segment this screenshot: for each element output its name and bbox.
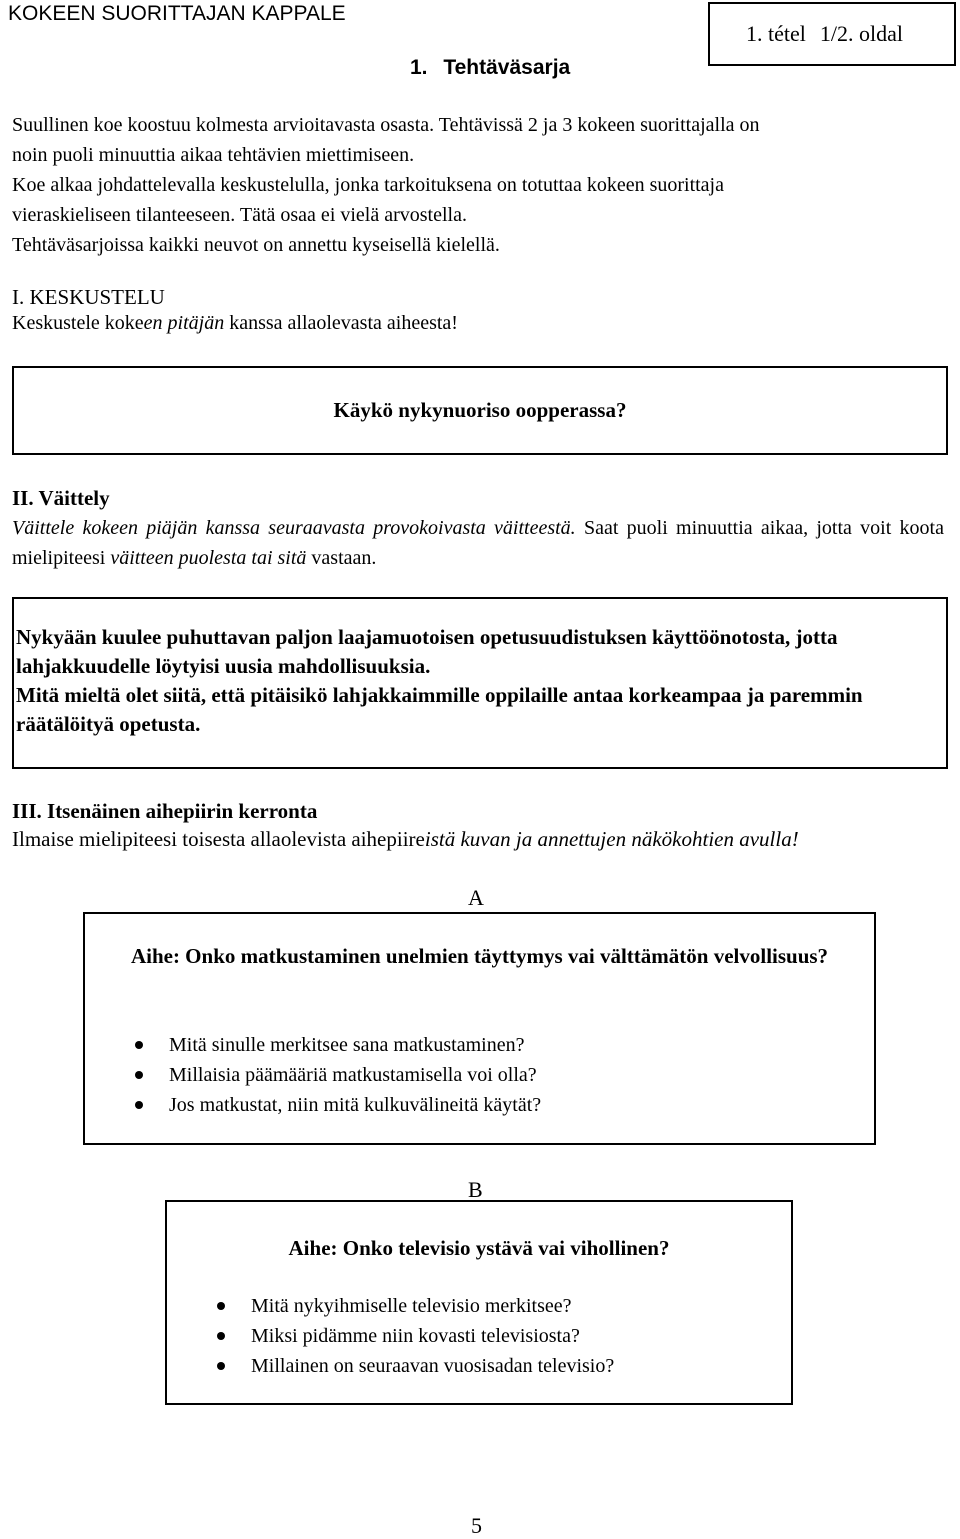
section-2-heading: II. Väittely	[12, 486, 110, 510]
bullet-text: Mitä nykyihmiselle televisio merkitsee?	[251, 1295, 572, 1317]
debate-question: Mitä mieltä olet siitä, että pitäisikö lahjakkaimmille oppilaille antaa korkeampaa ja paremmin räätälöityä opetusta.	[16, 683, 863, 736]
instruction-part-italic: istä kuvan ja annettujen näkökohtien avulla!	[424, 827, 799, 851]
topic-b-bullets	[215, 1291, 614, 1381]
debate-statement: Nykyään kuulee puhuttavan paljon laajamuotoisen opetusuudistuksen käyttöönotosta, jotta lahjakkuudelle löytyisi uusia mahdollisuuksia.	[16, 625, 838, 678]
intro-line: noin puoli minuuttia aikaa tehtävien miettimiseen.	[12, 144, 415, 166]
intro-line: vieraskieliseen tilanteeseen. Tätä osaa ei vielä arvostella.	[12, 204, 467, 226]
topic-a-bullets	[133, 1030, 541, 1120]
topic-b-box	[165, 1200, 793, 1405]
document-header: KOKEEN SUORITTAJAN KAPPALE	[8, 2, 346, 25]
page-of: 1/2. oldal	[819, 21, 903, 46]
bullet-text: Millainen on seuraavan vuosisadan televisio?	[251, 1355, 615, 1377]
intro-paragraph	[12, 110, 944, 260]
bullet-item	[215, 1321, 614, 1351]
bullet-dot-icon	[217, 1362, 225, 1370]
section-2-instruction	[12, 513, 944, 573]
instruction-part-italic: Väittele kokeen piäjän kanssa seuraavasta provokoivasta väitteestä.	[12, 517, 576, 539]
bullet-dot-icon	[135, 1101, 143, 1109]
bullet-item	[215, 1351, 614, 1381]
topic-a-box	[83, 912, 876, 1145]
section-1-heading: I. KESKUSTELU	[12, 285, 165, 309]
bullet-item	[133, 1090, 541, 1120]
bullet-dot-icon	[135, 1071, 143, 1079]
topic-b-title: Aihe: Onko televisio ystävä vai vihollinen?	[288, 1236, 670, 1260]
topic-a-title: Aihe: Onko matkustaminen unelmien täyttymys vai välttämätön velvollisuus?	[130, 944, 829, 968]
instruction-part-italic: väitteen puolesta tai sitä	[110, 547, 307, 569]
series-label: Tehtäväsarja	[443, 56, 571, 79]
topic-b-letter: B	[468, 1177, 483, 1202]
bullet-item	[215, 1291, 614, 1321]
bullet-text: Miksi pidämme niin kovasti televisiosta?	[251, 1325, 580, 1347]
instruction-part: Ilmaise mielipiteesi toisesta allaolevista aihepiire	[12, 827, 425, 851]
section-3-instruction	[12, 827, 799, 852]
instruction-part: Saat puoli minuuttia aikaa, jotta voit koota mielipiteesi	[12, 517, 944, 569]
intro-line: Tehtäväsarjoissa kaikki neuvot on annettu kyseisellä kielellä.	[12, 234, 500, 256]
instruction-part-italic: en pitäjän	[143, 312, 225, 334]
page-number: 5	[471, 1513, 482, 1538]
bullet-dot-icon	[217, 1332, 225, 1340]
series-number: 1.	[410, 56, 428, 79]
bullet-item	[133, 1060, 541, 1090]
conversation-question: Käykö nykynuoriso oopperassa?	[333, 398, 627, 422]
section-1-instruction	[12, 312, 458, 335]
bullet-dot-icon	[135, 1041, 143, 1049]
bullet-dot-icon	[217, 1302, 225, 1310]
intro-line: Suullinen koe koostuu kolmesta arvioitavasta osasta. Tehtävissä 2 ja 3 kokeen suorittajalla on	[12, 114, 760, 136]
instruction-part: Keskustele koke	[12, 312, 144, 334]
topic-a-letter: A	[468, 885, 484, 910]
section-3-heading: III. Itsenäinen aihepiirin kerronta	[12, 799, 318, 823]
conversation-question-box	[12, 366, 948, 455]
bullet-text: Mitä sinulle merkitsee sana matkustaminen?	[169, 1034, 525, 1056]
instruction-part: kanssa allaolevasta aiheesta!	[224, 312, 458, 334]
page-indicator-box	[708, 2, 956, 66]
intro-line: Koe alkaa johdattelevalla keskustelulla, jonka tarkoituksena on totuttaa kokeen suorittaja	[12, 174, 724, 196]
bullet-item	[133, 1030, 541, 1060]
series-title	[410, 56, 570, 80]
debate-statement-box	[12, 597, 948, 769]
bullet-text: Jos matkustat, niin mitä kulkuvälineitä käytät?	[169, 1094, 542, 1116]
bullet-text: Millaisia päämääriä matkustamisella voi olla?	[169, 1064, 537, 1086]
page-item: 1. tétel	[746, 21, 806, 46]
instruction-part: vastaan.	[306, 547, 377, 569]
